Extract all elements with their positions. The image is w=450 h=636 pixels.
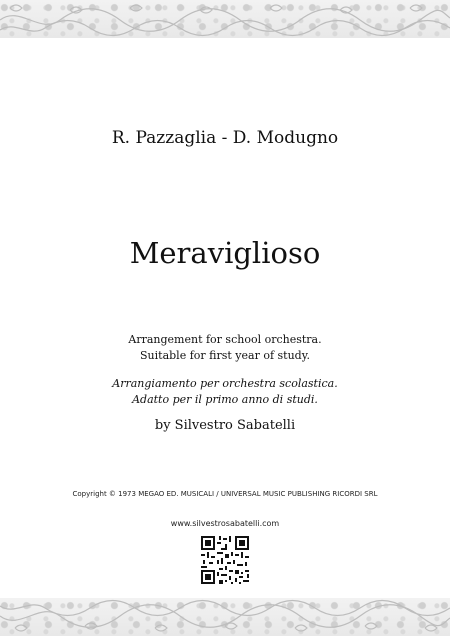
description-italian-line: Adatto per il primo anno di studi. (132, 393, 318, 406)
score-title: Meraviglioso (129, 236, 321, 270)
ornamental-border-top (0, 0, 450, 38)
description-english (0, 332, 450, 364)
composers: R. Pazzaglia - D. Modugno (111, 128, 339, 148)
ornamental-border-bottom (0, 598, 450, 636)
description-italian-line: Arrangiamento per orchestra scolastica. (112, 377, 338, 390)
description-english-line: Arrangement for school orchestra. (128, 333, 322, 346)
website-link[interactable]: www.silvestrosabatelli.com (170, 519, 280, 528)
description-italian (0, 376, 450, 408)
qr-code-icon[interactable] (199, 534, 251, 586)
copyright-notice: Copyright © 1973 MEGAO ED. MUSICALI / UNIVERSAL MUSIC PUBLISHING RICORDI SRL (72, 490, 378, 498)
arranger: by Silvestro Sabatelli (154, 418, 296, 433)
description-english-line: Suitable for first year of study. (140, 349, 310, 362)
